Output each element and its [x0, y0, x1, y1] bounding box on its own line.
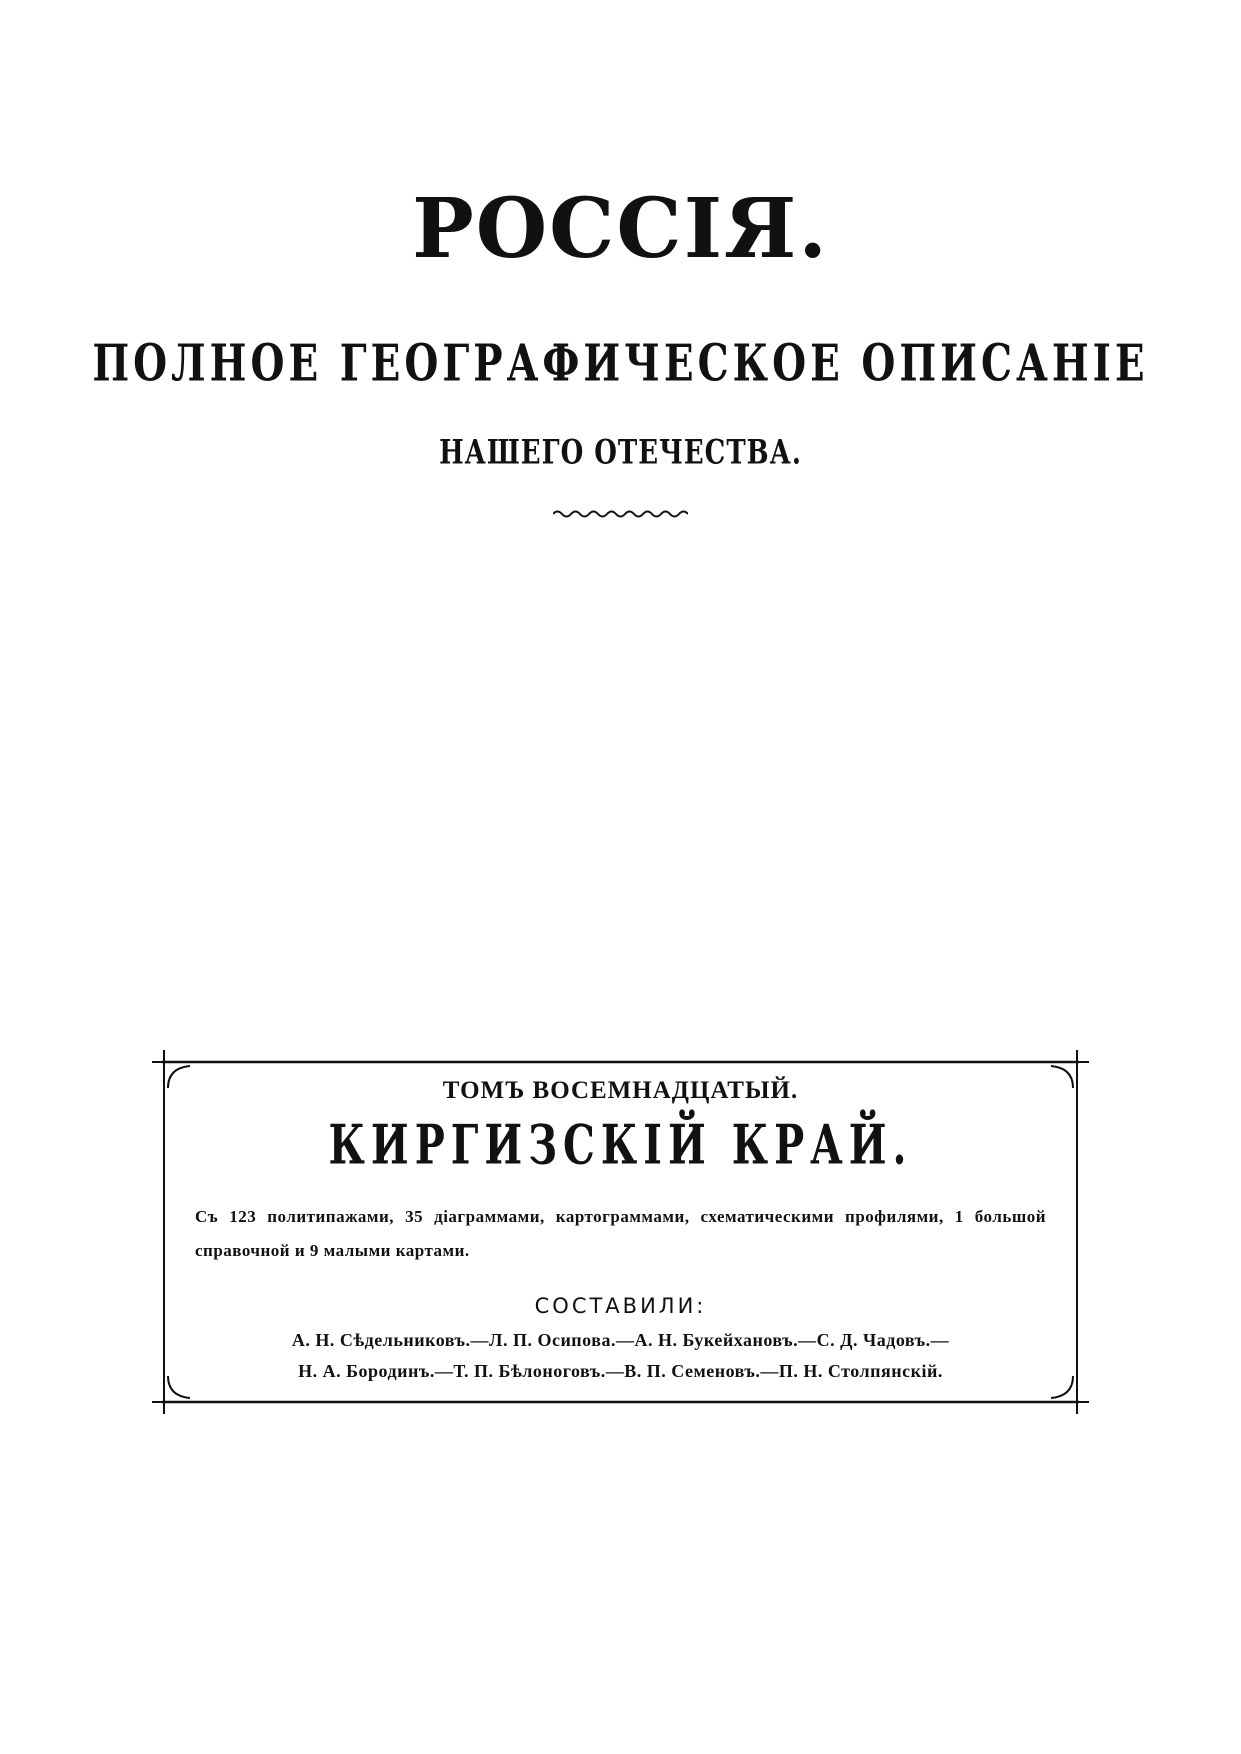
- volume-description: Съ 123 политипажами, 35 діаграммами, картограммами, схематическими профилями, 1 большой справочной и 9 малыми картами.: [195, 1207, 1046, 1260]
- subtitle-line-2: НАШЕГО ОТЕЧЕСТВА.: [439, 433, 802, 473]
- compilers-heading: СОСТАВИЛИ:: [534, 1294, 707, 1318]
- authors-line-2: Н. А. Бородинъ.—Т. П. Бѣлоноговъ.—В. П. Семеновъ.—П. Н. Столпянскій.: [298, 1361, 943, 1381]
- wavy-rule-ornament: [553, 508, 688, 520]
- volume-frame: [150, 1048, 1091, 1416]
- volume-title: КИРГИЗСКІЙ КРАЙ.: [328, 1113, 913, 1178]
- subtitle-line-1: ПОЛНОЕ ГЕОГРАФИЧЕСКОЕ ОПИСАНІЕ: [92, 333, 1149, 394]
- authors-line-1: А. Н. Сѣдельниковъ.—Л. П. Осипова.—А. Н. Букейхановъ.—С. Д. Чадовъ.—: [291, 1330, 950, 1350]
- volume-number: ТОМЪ ВОСЕМНАДЦАТЫЙ.: [442, 1077, 799, 1104]
- main-title: РОССІЯ.: [412, 181, 829, 277]
